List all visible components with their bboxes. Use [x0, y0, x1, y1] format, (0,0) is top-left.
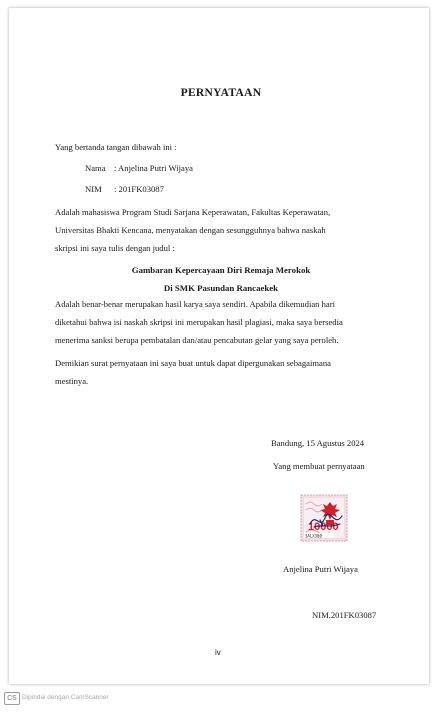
paragraph-3-line: mestinya.: [55, 376, 89, 386]
paragraph-1-line: Adalah mahasiswa Program Studi Sarjana Keperawatan, Fakultas Keperawatan,: [55, 207, 331, 217]
signer-role: Yang membuat pernyataan: [273, 461, 365, 471]
signer-name: Anjelina Putri Wijaya: [283, 564, 358, 574]
paragraph-3: [55, 354, 331, 390]
thesis-title-line-1: Gambaran Kepercayaan Diri Remaja Merokok: [131, 265, 311, 275]
paragraph-2-line: Adalah benar-benar merupakan hasil karya saya sendiri. Apabila dikemudian hari: [55, 299, 335, 309]
meterai-stamp-image: [300, 494, 348, 542]
paragraph-2: [55, 295, 343, 349]
document-page: [9, 8, 429, 684]
name-label: Nama: [85, 163, 106, 173]
thesis-title-line-2: Di SMK Pasundan Rancaekek: [163, 283, 279, 293]
name-value: : Anjelina Putri Wijaya: [114, 163, 193, 173]
paragraph-2-line: diketahui bahwa isi naskah skripsi ini merupakan hasil plagiasi, maka saya bersedia: [55, 317, 343, 327]
camscanner-logo-icon: CS: [4, 692, 20, 705]
intro-text: Yang bertanda tangan dibawah ini :: [55, 142, 177, 152]
place-date: Bandung, 15 Agustus 2024: [271, 438, 365, 448]
paragraph-1: [55, 203, 330, 257]
nim-value: : 201FK03087: [114, 184, 164, 194]
stamp-code: 3ALX300: [305, 533, 322, 539]
scanner-watermark: [0, 690, 437, 714]
document-title: PERNYATAAN: [180, 87, 262, 99]
paragraph-1-line: Universitas Bhakti Kencana, menyatakan dengan sesungguhnya bahwa naskah: [55, 225, 326, 235]
stamp-value: 10000: [308, 521, 339, 533]
paragraph-2-line: menerima sanksi berupa pembatalan dan/atau pencabutan gelar yang saya peroleh.: [55, 335, 339, 345]
paragraph-3-line: Demikian surat pernyataan ini saya buat untuk dapat dipergunakan sebagaimana: [55, 358, 331, 368]
camscanner-text: Dipindai dengan CamScanner: [22, 694, 109, 701]
page-number: iv: [215, 648, 221, 657]
nim-label: NIM: [85, 184, 102, 194]
paragraph-1-line: skripsi ini saya tulis dengan judul :: [55, 243, 175, 253]
signer-nim: NIM.201FK03087: [312, 610, 377, 620]
